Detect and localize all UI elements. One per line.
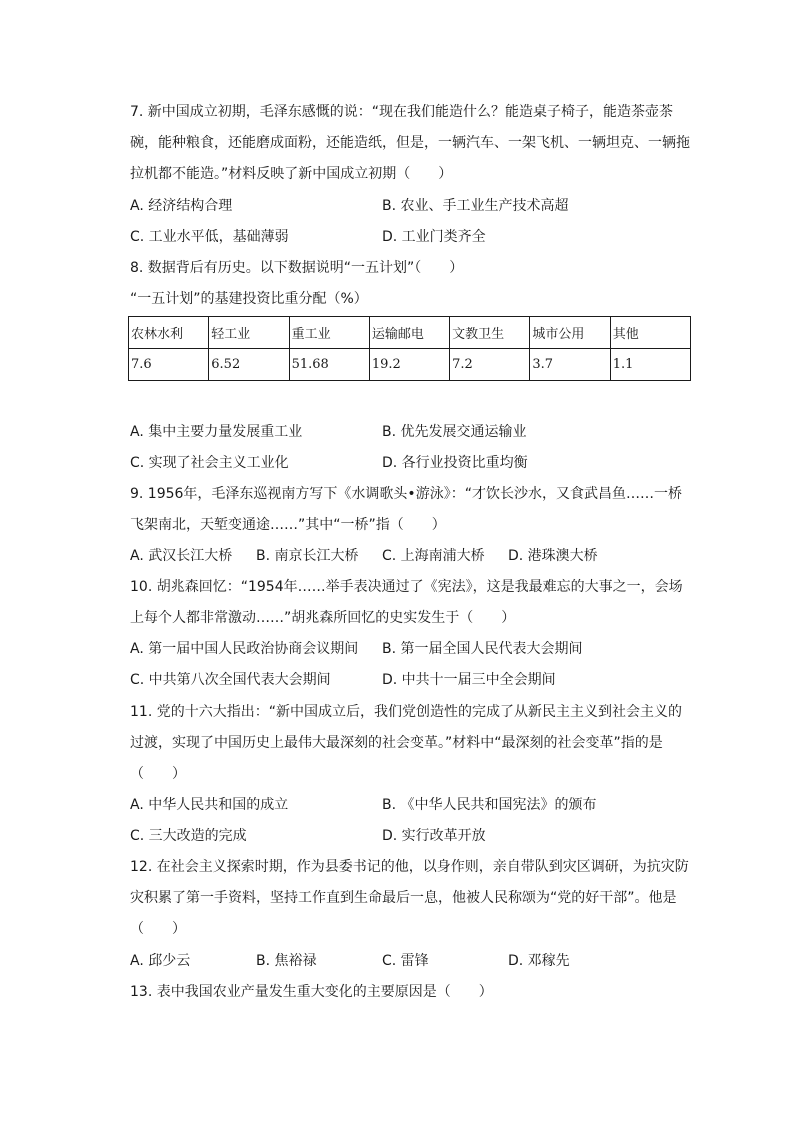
table-value-cell: 7.6 — [129, 349, 209, 381]
question-11-option-a: A. 中华人民共和国的成立 — [130, 797, 289, 813]
question-8-stem: 8. 数据背后有历史。以下数据说明“一五计划”（ ） — [130, 260, 464, 276]
question-10-stem-line-2: 上每个人都非常激动……”胡兆森所回忆的史实发生于（ ） — [130, 610, 516, 626]
question-10-option-b: B. 第一届全国人民代表大会期间 — [382, 641, 583, 657]
question-12-stem-line-1: 12. 在社会主义探索时期，作为县委书记的他，以身作则，亲自带队到灾区调研，为抗灾防 — [130, 859, 689, 875]
table-caption: “一五计划”的基建投资比重分配（%） — [130, 291, 368, 307]
question-8-option-a: A. 集中主要力量发展重工业 — [130, 424, 303, 440]
table-value-cell: 19.2 — [369, 349, 449, 381]
question-9-stem-line-1: 9. 1956年，毛泽东巡视南方写下《水调歌头•游泳》：“才饮长沙水，又食武昌鱼……一桥 — [130, 486, 682, 502]
question-8-option-b: B. 优先发展交通运输业 — [382, 424, 527, 440]
question-11-stem-line-1: 11. 党的十六大指出：“新中国成立后，我们党创造性的完成了从新民主主义到社会主义的 — [130, 704, 682, 720]
question-13-stem: 13. 表中我国农业产量发生重大变化的主要原因是（ ） — [130, 984, 493, 1000]
question-11-stem-line-2: 过渡，实现了中国历史上最伟大最深刻的社会变革。”材料中“最深刻的社会变革”指的是 — [130, 735, 663, 751]
question-7-stem-line-2: 碗，能种粮食，还能磨成面粉，还能造纸，但是，一辆汽车、一架飞机、一辆坦克、一辆拖 — [130, 135, 690, 151]
question-11-stem-line-3: （ ） — [130, 766, 186, 782]
question-12-stem-line-2: 灾积累了第一手资料，坚持工作直到生命最后一息，他被人民称颂为“党的好干部”。他是 — [130, 890, 677, 906]
table-header-cell: 农林水利 — [129, 317, 209, 349]
table-value-row — [129, 349, 691, 381]
question-7-option-d: D. 工业门类齐全 — [382, 229, 486, 245]
table-header-cell: 轻工业 — [209, 317, 289, 349]
table-header-cell: 运输邮电 — [369, 317, 449, 349]
table-value-cell: 3.7 — [530, 349, 610, 381]
table-value-cell: 1.1 — [610, 349, 690, 381]
question-9-option-c: C. 上海南浦大桥 — [382, 548, 485, 564]
table-header-row — [129, 317, 691, 349]
question-12-stem-line-3: （ ） — [130, 921, 186, 937]
question-12-option-b: B. 焦裕禄 — [256, 953, 317, 969]
question-10-option-d: D. 中共十一届三中全会期间 — [382, 672, 556, 688]
table-value-cell: 51.68 — [289, 349, 369, 381]
question-10-stem-line-1: 10. 胡兆森回忆：“1954年……举手表决通过了《宪法》，这是我最难忘的大事之一，会场 — [130, 579, 683, 595]
question-10-option-c: C. 中共第八次全国代表大会期间 — [130, 672, 331, 688]
table-value-cell: 7.2 — [450, 349, 530, 381]
table-header-cell: 重工业 — [289, 317, 369, 349]
question-9-option-b: B. 南京长江大桥 — [256, 548, 359, 564]
question-9-option-d: D. 港珠澳大桥 — [508, 548, 598, 564]
question-11-option-d: D. 实行改革开放 — [382, 828, 486, 844]
question-9-option-a: A. 武汉长江大桥 — [130, 548, 233, 564]
table-header-cell: 文教卫生 — [450, 317, 530, 349]
question-8-option-c: C. 实现了社会主义工业化 — [130, 455, 289, 471]
question-12-option-d: D. 邓稼先 — [508, 953, 570, 969]
table-header-cell: 城市公用 — [530, 317, 610, 349]
table-header-cell: 其他 — [610, 317, 690, 349]
question-11-option-b: B. 《中华人民共和国宪法》的颁布 — [382, 797, 597, 813]
question-8-option-d: D. 各行业投资比重均衡 — [382, 455, 528, 471]
question-7-stem-line-1: 7. 新中国成立初期，毛泽东感慨的说：“现在我们能造什么？能造桌子椅子，能造茶壶茶 — [130, 104, 674, 120]
question-11-option-c: C. 三大改造的完成 — [130, 828, 247, 844]
question-10-option-a: A. 第一届中国人民政治协商会议期间 — [130, 641, 359, 657]
question-7-stem-line-3: 拉机都不能造。”材料反映了新中国成立初期（ ） — [130, 166, 453, 182]
question-9-stem-line-2: 飞架南北，天堑变通途……”其中“一桥”指（ ） — [130, 517, 446, 533]
investment-table — [128, 316, 691, 381]
question-12-option-a: A. 邱少云 — [130, 953, 191, 969]
question-7-option-b: B. 农业、手工业生产技术高超 — [382, 198, 569, 214]
question-7-option-c: C. 工业水平低，基础薄弱 — [130, 229, 289, 245]
table-value-cell: 6.52 — [209, 349, 289, 381]
question-12-option-c: C. 雷锋 — [382, 953, 429, 969]
question-7-option-a: A. 经济结构合理 — [130, 198, 233, 214]
